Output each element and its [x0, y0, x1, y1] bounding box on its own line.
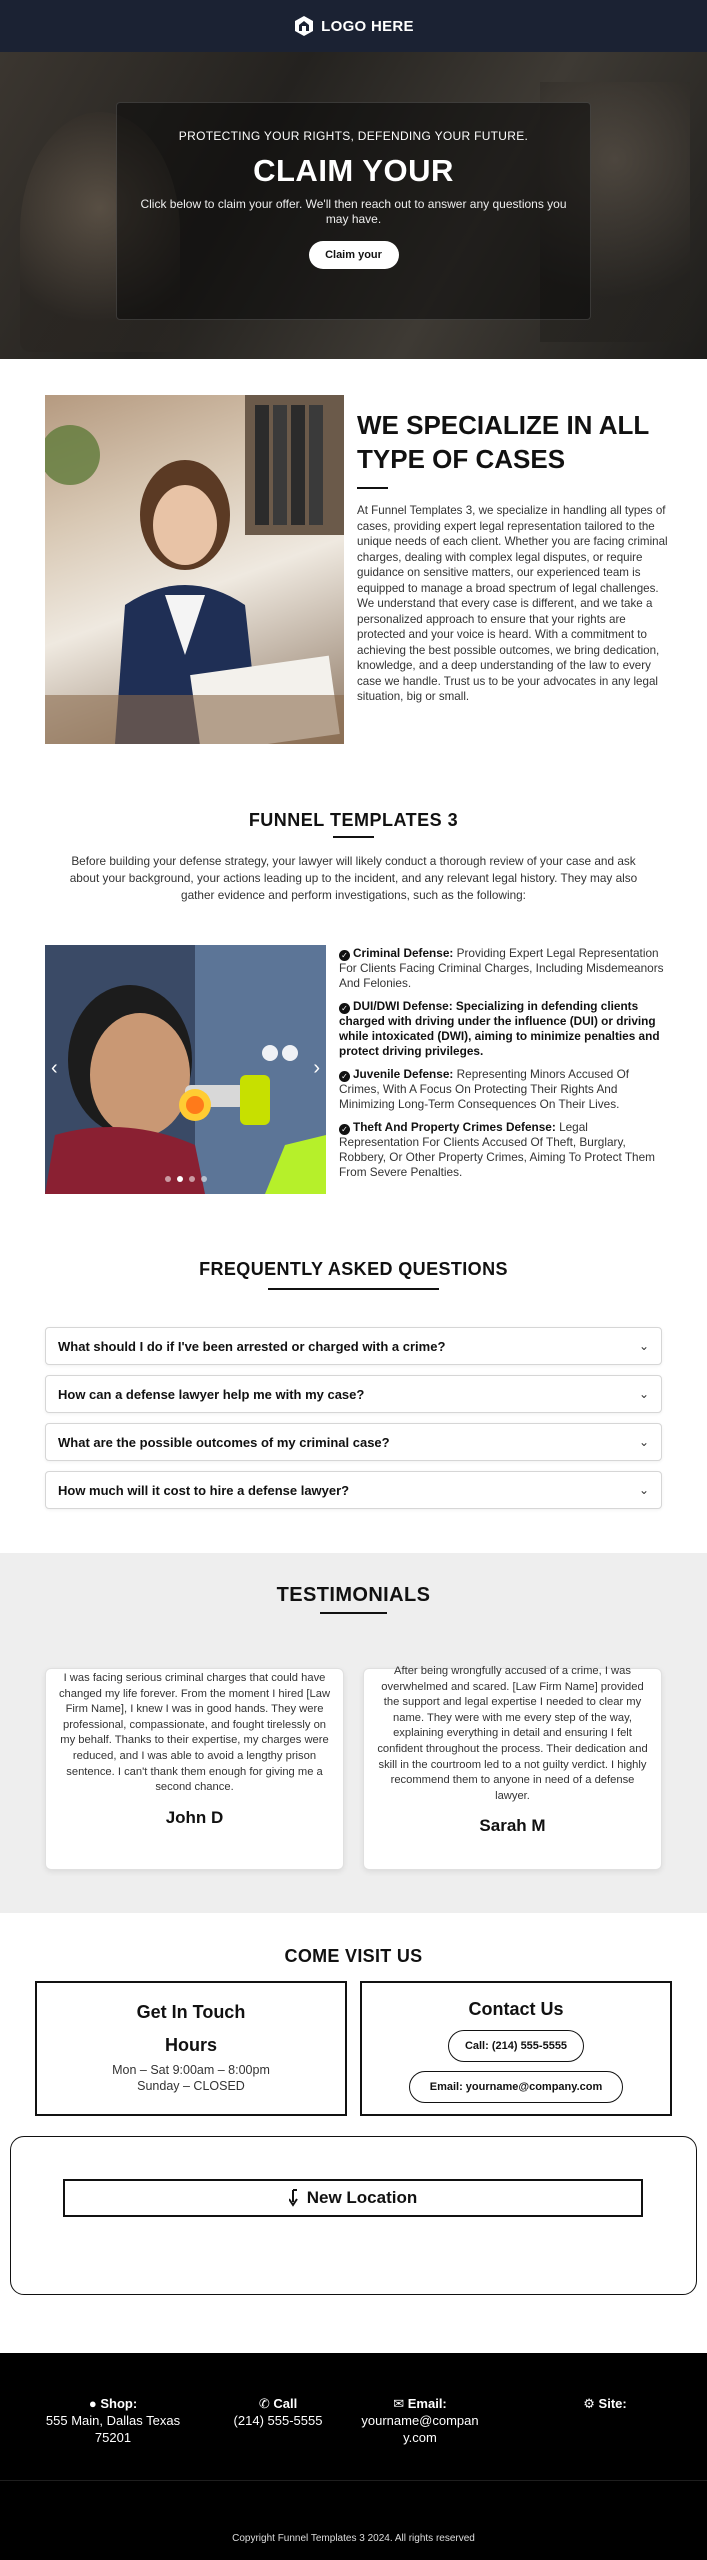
call-button[interactable]: Call: (214) 555-5555 [448, 2030, 584, 2062]
location-box [10, 2136, 697, 2295]
testimonial-quote: After being wrongfully accused of a crime, I was overwhelmed and scared. [Law Firm Name] provided the support and legal expertise I needed to clear my name. They were with me every step of the way, explaining everything in detail and ensuring I felt confident throughout the process. Their dedication and skill in the courtroom led to a not guilty verdict. I highly recommend them to anyone in need of a defense lawyer. [377, 1665, 648, 1802]
title-underline [320, 1612, 387, 1614]
hero-section [0, 52, 707, 359]
phone-icon: ✆ [258, 2396, 270, 2411]
service-title: DUI/DWI Defense: [353, 999, 453, 1013]
faq-accordion-item[interactable] [45, 1423, 662, 1461]
service-item [339, 1120, 669, 1180]
service-title: Criminal Defense: [353, 946, 454, 960]
footer-shop [38, 2395, 188, 2446]
testimonials-title: TESTIMONIALS [276, 1584, 431, 1606]
title-underline [357, 487, 388, 489]
service-body: Providing Expert Legal Representation For Clients Facing Criminal Charges, Including Misdemeanors And Felonies. [339, 946, 664, 990]
footer [0, 2353, 707, 2560]
slider-dot[interactable] [165, 1176, 171, 1182]
new-location-label: New Location [306, 2188, 418, 2207]
footer-divider [0, 2480, 707, 2481]
image-slider[interactable] [45, 945, 326, 1194]
claim-button[interactable]: Claim your [309, 241, 399, 269]
slider-dot[interactable] [201, 1176, 207, 1182]
slider-dot-active[interactable] [177, 1176, 183, 1182]
service-item [339, 1067, 669, 1112]
title-underline [333, 836, 374, 838]
faq-accordion-item[interactable] [45, 1471, 662, 1509]
faq-question: What should I do if I've been arrested or charged with a crime? [58, 1338, 446, 1354]
chevron-down-icon: ⌄ [638, 1483, 649, 1497]
footer-call-label: Call [273, 2396, 298, 2411]
get-in-touch-box [35, 1981, 347, 2116]
chevron-down-icon: ⌄ [638, 1339, 649, 1353]
service-title: Theft And Property Crimes Defense: [353, 1120, 556, 1134]
footer-email[interactable] [358, 2395, 482, 2446]
testimonial-author: Sarah M [479, 1816, 546, 1836]
check-circle-icon: ✓ [339, 950, 350, 961]
hero-subtitle: Click below to claim your offer. We'll then reach out to answer any questions you may have. [140, 197, 567, 226]
hours-title: Hours [164, 2035, 217, 2055]
service-item [339, 946, 669, 991]
service-title: Juvenile Defense: [353, 1067, 454, 1081]
contact-us-box [360, 1981, 672, 2116]
hours-weekdays: Mon – Sat 9:00am – 8:00pm [112, 2063, 270, 2077]
service-item [339, 999, 669, 1059]
lawyer-illustration [45, 395, 344, 744]
visit-title: COME VISIT US [284, 1946, 423, 1966]
funnel-title: FUNNEL TEMPLATES 3 [248, 810, 459, 830]
footer-call-value: (214) 555-5555 [233, 2413, 323, 2428]
footer-site[interactable] [545, 2395, 665, 2412]
services-list [339, 946, 669, 1188]
email-button[interactable]: Email: yourname@company.com [409, 2071, 623, 2103]
service-body: Legal Representation For Clients Accused Of Theft, Burglary, Robbery, Or Other Property Crimes, Aiming To Protect Them From Severe Penalties. [339, 1120, 656, 1179]
top-bar [0, 0, 707, 52]
check-circle-icon: ✓ [339, 1124, 350, 1135]
arrow-down-turn-icon [289, 2189, 303, 2207]
footer-shop-label: Shop: [100, 2396, 138, 2411]
hours-sunday: Sunday – CLOSED [137, 2079, 245, 2093]
title-underline [268, 1288, 439, 1290]
faq-question: What are the possible outcomes of my criminal case? [58, 1434, 390, 1450]
service-body: Representing Minors Accused Of Crimes, With A Focus On Protecting Their Rights And Minimizing Long-Term Consequences On Their Lives. [339, 1067, 630, 1111]
footer-email-label: Email: [407, 2396, 447, 2411]
footer-site-label: Site: [598, 2396, 627, 2411]
footer-call[interactable] [213, 2395, 343, 2429]
new-location-button[interactable] [63, 2179, 643, 2217]
check-circle-icon: ✓ [339, 1071, 350, 1082]
breathalyzer-illustration [45, 945, 326, 1194]
testimonial-author: John D [165, 1807, 224, 1827]
envelope-icon: ✉ [393, 2396, 405, 2411]
faq-accordion-item[interactable] [45, 1375, 662, 1413]
hero-title: CLAIM YOUR [253, 153, 454, 188]
chevron-down-icon: ⌄ [638, 1435, 649, 1449]
globe-icon: ⚙ [583, 2396, 595, 2411]
hero-card [116, 102, 591, 320]
faq-question: How can a defense lawyer help me with my case? [58, 1386, 365, 1402]
testimonial-quote: I was facing serious criminal charges that could have changed my life forever. From the moment I hired [Law Firm Name], I knew I was in good hands. They were professional, compassionate, and fought tirelessly on my behalf. Thanks to their expertise, my charges were reduced, and I was able to avoid a lengthy prison sentence. I can't thank them enough for giving me a second chance. [58, 1672, 331, 1794]
hexagon-house-icon [293, 15, 315, 37]
specialize-title: WE SPECIALIZE IN ALL TYPE OF CASES [357, 410, 649, 474]
slider-next-button[interactable]: › [313, 1057, 320, 1079]
check-circle-icon: ✓ [339, 1003, 350, 1014]
hero-kicker: PROTECTING YOUR RIGHTS, DEFENDING YOUR FUTURE. [178, 129, 529, 143]
faq-title: FREQUENTLY ASKED QUESTIONS [199, 1259, 508, 1279]
slider-dots [45, 1176, 326, 1182]
logo-text: LOGO HERE [321, 17, 414, 35]
testimonial-card [45, 1668, 344, 1870]
copyright: Copyright Funnel Templates 3 2024. All rights reserved [232, 2533, 475, 2544]
logo[interactable] [293, 15, 414, 37]
get-in-touch-title: Get In Touch [136, 2002, 246, 2022]
faq-accordion-item[interactable] [45, 1327, 662, 1365]
faq-question: How much will it cost to hire a defense lawyer? [58, 1482, 350, 1498]
footer-shop-value: 555 Main, Dallas Texas 75201 [45, 2413, 181, 2445]
specialize-body: At Funnel Templates 3, we specialize in handling all types of cases, providing expert legal representation tailored to the unique needs of each client. Whether you are facing criminal charges, dealing with complex legal disputes, or require guidance on sensitive matters, our experienced team is equipped to manage a broad spectrum of legal challenges. We understand that every case is different, and we take a personalized approach to ensure that your rights are protected and your voice is heard. With a commitment to achieving the best possible outcomes, we bring dedication, knowledge, and a deep understanding of the law to every case we handle. Trust us to be your advocates in any legal situation, big or small. [357, 504, 668, 703]
footer-email-value: yourname@company.com [361, 2413, 479, 2445]
chevron-down-icon: ⌄ [638, 1387, 649, 1401]
lawyer-photo [45, 395, 344, 744]
slider-prev-button[interactable]: ‹ [51, 1057, 58, 1079]
testimonial-card [363, 1665, 662, 1870]
service-body: Specializing in defending clients charged with driving under the influence (DUI) or driving while intoxicated (DWI), aiming to minimize penalties and protect driving privileges. [339, 999, 660, 1058]
map-pin-icon: ● [88, 2396, 97, 2411]
slider-dot[interactable] [189, 1176, 195, 1182]
funnel-intro: Before building your defense strategy, your lawyer will likely conduct a thorough review of your case and ask about your background, your actions leading up to the incident, and any relevant legal history. They may also gather evidence and perform investigations, such as the following: [69, 854, 638, 902]
contact-us-title: Contact Us [468, 1999, 564, 2019]
